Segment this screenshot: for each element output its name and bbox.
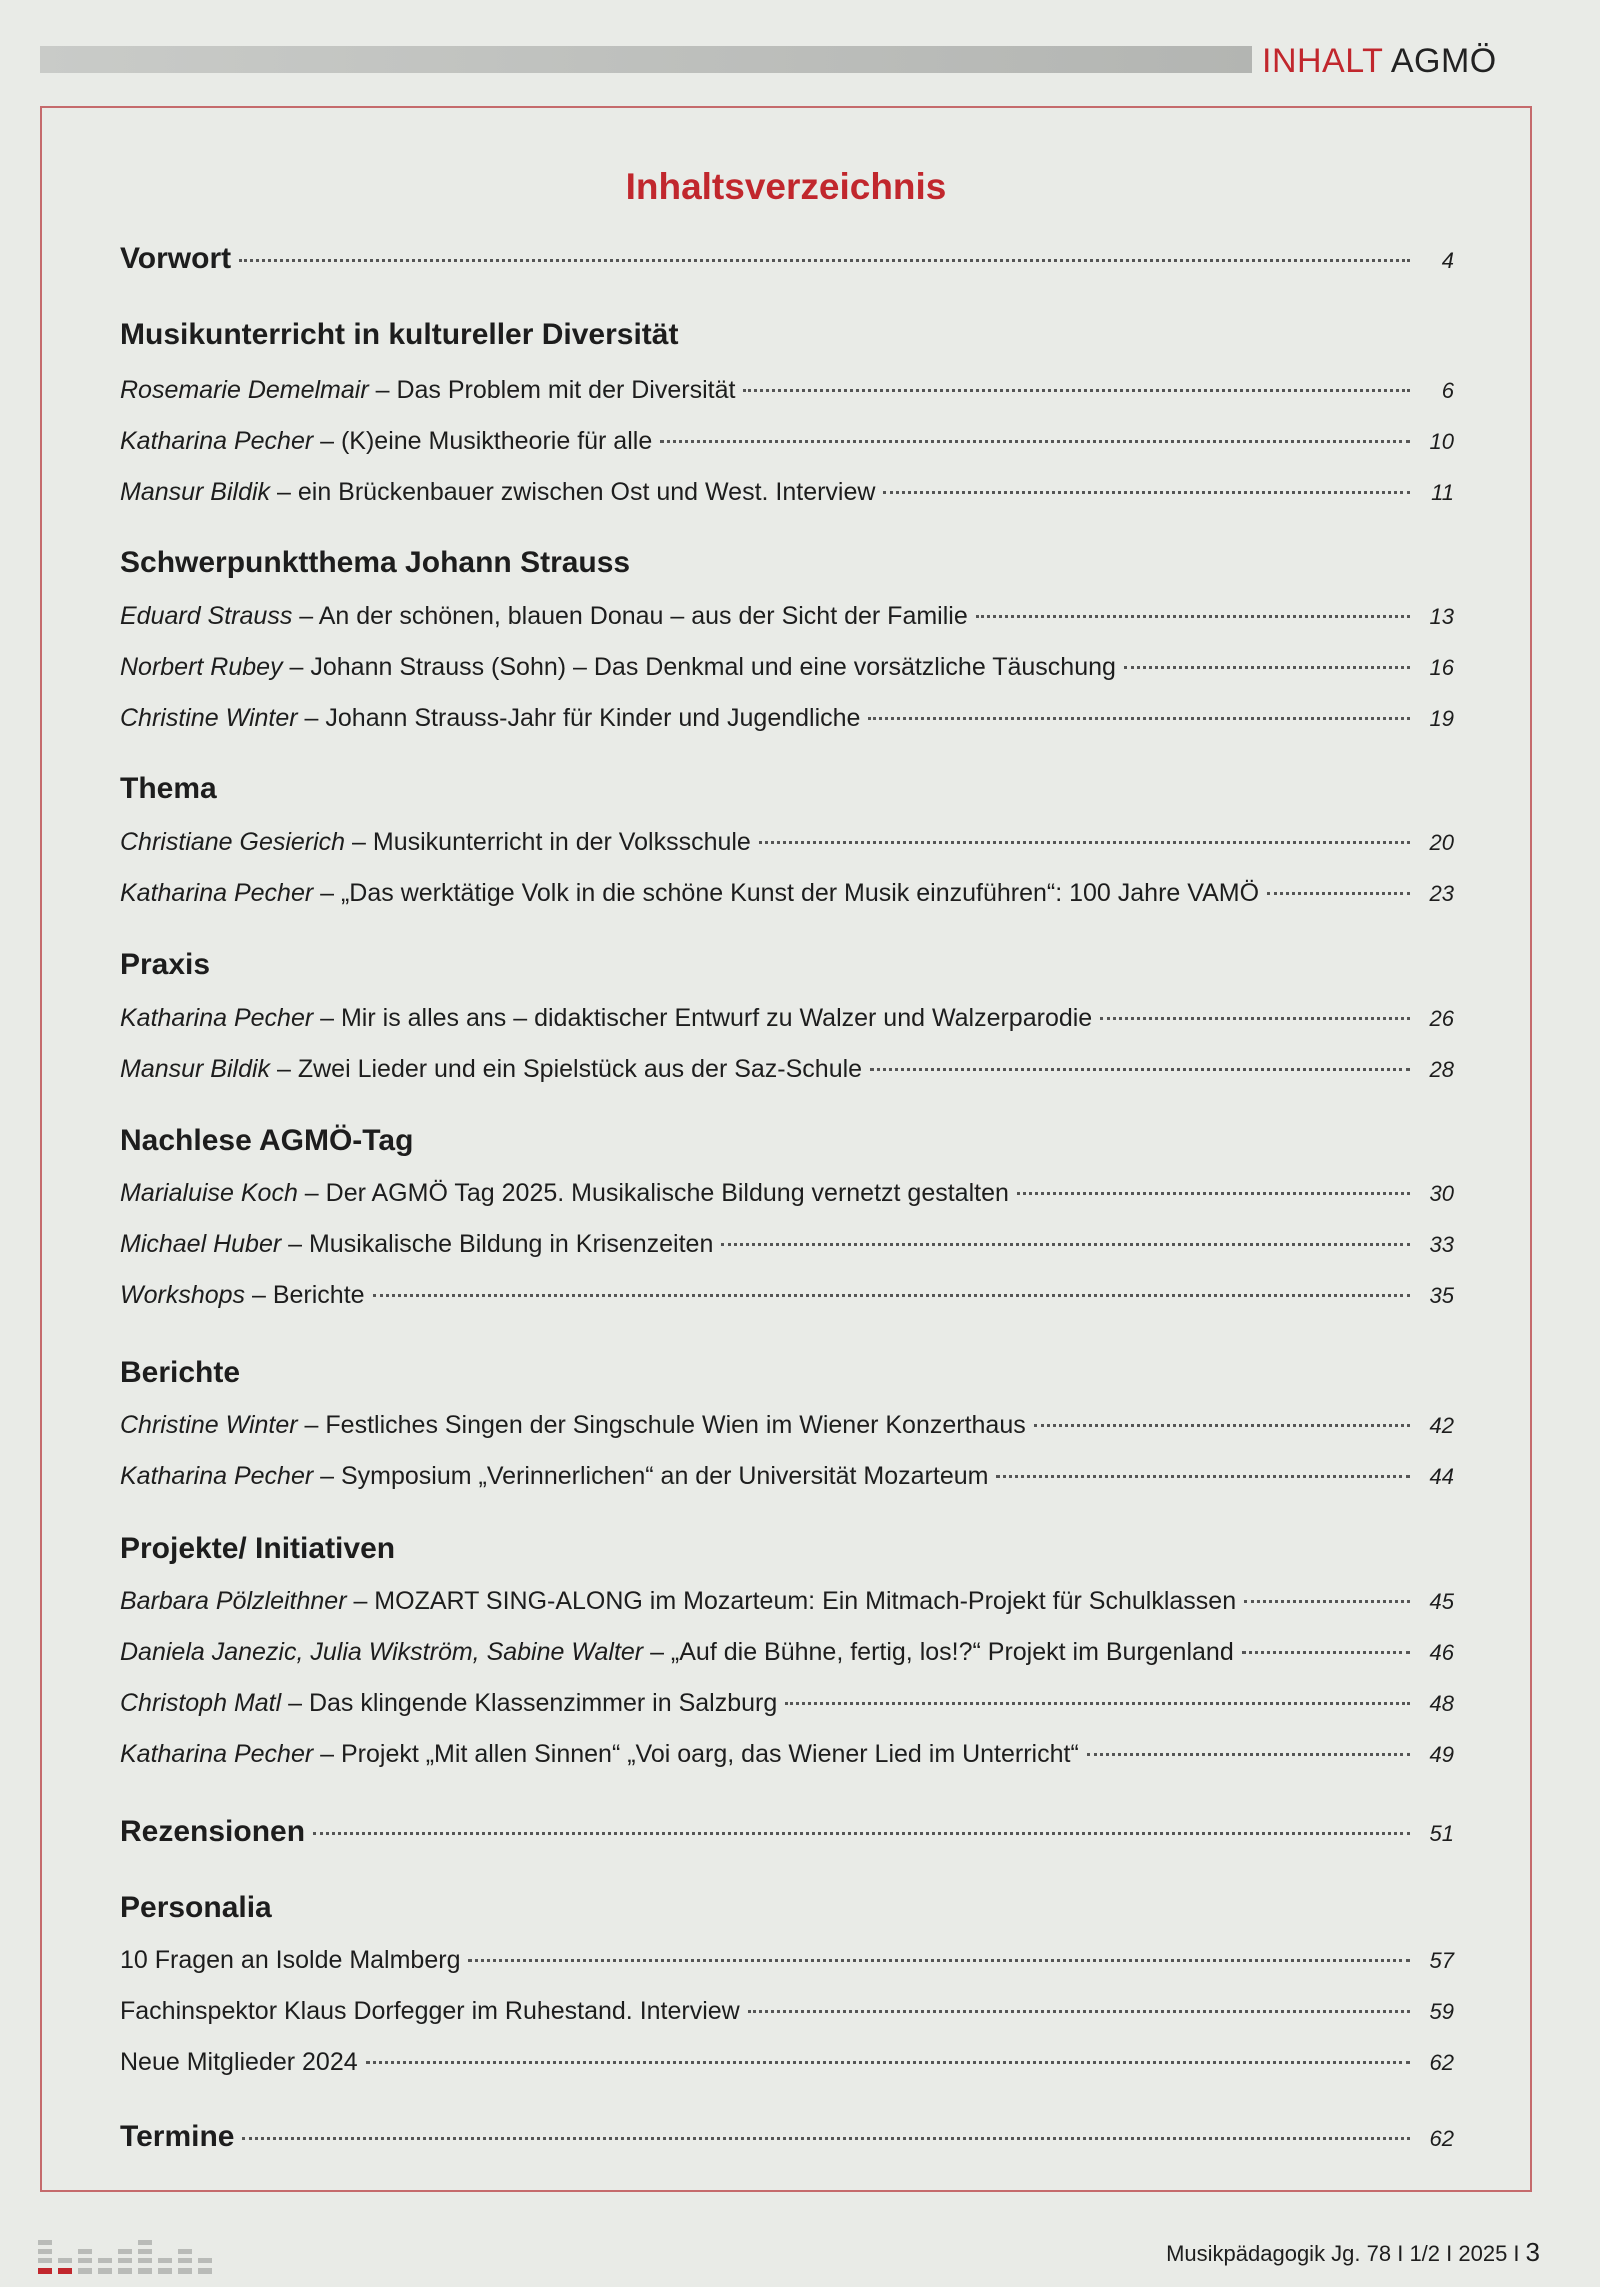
page-number: 51 — [1429, 1821, 1454, 1846]
entry-author: Michael Huber — [120, 1230, 282, 1258]
toc-entry[interactable] — [120, 602, 1454, 642]
leader-dots — [1124, 666, 1410, 669]
entry-title: – MOZART SING-ALONG im Mozarteum: Ein Mitmach-Projekt für Schulklassen — [346, 1587, 1237, 1615]
entry-title: – An der schönen, blauen Donau – aus der Sicht der Familie — [292, 602, 968, 630]
toc-entry[interactable] — [120, 1946, 1454, 1986]
toc-entry[interactable] — [120, 2048, 1454, 2088]
leader-dots — [870, 1068, 1410, 1071]
leader-dots — [1087, 1753, 1410, 1756]
entry-author: Eduard Strauss — [120, 602, 293, 630]
page-number: 57 — [1429, 1948, 1454, 1973]
entry-author: Daniela Janezic, Julia Wikström, Sabine Walter — [120, 1638, 644, 1666]
toc-entry[interactable] — [120, 1055, 1454, 1095]
entry-title: Rezensionen — [120, 1815, 306, 1848]
entry-title: – Mir is alles ans – didaktischer Entwurf zu Walzer und Walzerparodie — [313, 1004, 1093, 1032]
publisher-logo-icon — [36, 2238, 226, 2278]
page-number: 42 — [1429, 1413, 1454, 1438]
toc-entry[interactable] — [120, 1462, 1454, 1502]
footer-page-number: 3 — [1525, 2237, 1540, 2267]
entry-title: – Johann Strauss-Jahr für Kinder und Jugendliche — [297, 704, 861, 732]
page-number: 13 — [1429, 604, 1454, 629]
page-number: 33 — [1429, 1232, 1454, 1257]
leader-dots — [743, 389, 1410, 392]
entry-title: – „Das werktätige Volk in die schöne Kunst der Musik einzuführen“: 100 Jahre VAMÖ — [313, 879, 1260, 907]
entry-title: – „Auf die Bühne, fertig, los!?“ Projekt im Burgenland — [643, 1638, 1234, 1666]
entry-title: – Festliches Singen der Singschule Wien im Wiener Konzerthaus — [297, 1411, 1026, 1439]
page-number: 30 — [1429, 1181, 1454, 1206]
leader-dots — [468, 1959, 1410, 1962]
entry-title: Neue Mitglieder 2024 — [120, 2048, 358, 2076]
entry-title: – Musikalische Bildung in Krisenzeiten — [281, 1230, 714, 1258]
page-number: 28 — [1429, 1057, 1454, 1082]
entry-title: – Der AGMÖ Tag 2025. Musikalische Bildung vernetzt gestalten — [297, 1179, 1009, 1207]
page-number: 4 — [1441, 248, 1454, 273]
toc-entry[interactable] — [120, 828, 1454, 868]
page-number: 46 — [1429, 1640, 1454, 1665]
toc-entry[interactable] — [120, 1587, 1454, 1627]
page-number: 59 — [1429, 1999, 1454, 2024]
section-heading: Personalia — [120, 1891, 272, 1924]
entry-author: Christine Winter — [120, 704, 298, 732]
toc-entry[interactable] — [120, 478, 1454, 518]
page-number: 62 — [1429, 2126, 1454, 2151]
page-number: 48 — [1429, 1691, 1454, 1716]
entry-author: Workshops — [120, 1281, 246, 1309]
leader-dots — [721, 1243, 1410, 1246]
page-number: 23 — [1429, 881, 1454, 906]
leader-dots — [759, 841, 1410, 844]
entry-author: Christiane Gesierich — [120, 828, 346, 856]
entry-author: Katharina Pecher — [120, 427, 314, 455]
page-number: 26 — [1429, 1006, 1454, 1031]
entry-author: Norbert Rubey — [120, 653, 283, 681]
leader-dots — [1034, 1424, 1410, 1427]
toc-entry-rezensionen[interactable] — [120, 1815, 1454, 1855]
toc-entry[interactable] — [120, 427, 1454, 467]
entry-title: Termine — [120, 2120, 235, 2153]
journal-info: Musikpädagogik Jg. 78 I 1/2 I 2025 I — [1166, 2241, 1520, 2266]
toc-entry[interactable] — [120, 1638, 1454, 1678]
section-heading: Praxis — [120, 948, 211, 981]
leader-dots — [785, 1702, 1410, 1705]
entry-author: Christine Winter — [120, 1411, 298, 1439]
toc-entry[interactable] — [120, 653, 1454, 693]
leader-dots — [242, 2137, 1410, 2140]
toc-frame — [40, 106, 1532, 2192]
entry-title: – Symposium „Verinnerlichen“ an der Universität Mozarteum — [313, 1462, 989, 1490]
leader-dots — [1244, 1600, 1410, 1603]
entry-author: Mansur Bildik — [120, 478, 271, 506]
leader-dots — [1267, 892, 1410, 895]
toc-entry[interactable] — [120, 1230, 1454, 1270]
leader-dots — [1100, 1017, 1410, 1020]
toc-entry[interactable] — [120, 1004, 1454, 1044]
entry-title: – Musikunterricht in der Volksschule — [345, 828, 751, 856]
page-number: 49 — [1429, 1742, 1454, 1767]
header-bar — [40, 46, 1252, 73]
entry-title: – Das klingende Klassenzimmer in Salzburg — [281, 1689, 778, 1717]
header-accent: INHALT — [1262, 42, 1383, 80]
leader-dots — [883, 491, 1410, 494]
toc-entry[interactable] — [120, 1689, 1454, 1729]
page-number: 45 — [1429, 1589, 1454, 1614]
entry-title: – ein Brückenbauer zwischen Ost und West. Interview — [270, 478, 876, 506]
toc-entry[interactable] — [120, 704, 1454, 744]
toc-entry-vorwort[interactable] — [120, 242, 1454, 282]
entry-author: Katharina Pecher — [120, 1740, 314, 1768]
leader-dots — [373, 1294, 1410, 1297]
entry-title: – Berichte — [245, 1281, 365, 1309]
entry-author: Katharina Pecher — [120, 879, 314, 907]
entry-author: Mansur Bildik — [120, 1055, 271, 1083]
leader-dots — [976, 615, 1410, 618]
page-number: 6 — [1441, 378, 1454, 403]
toc-entry[interactable] — [120, 1997, 1454, 2037]
section-heading: Nachlese AGMÖ-Tag — [120, 1124, 414, 1157]
leader-dots — [660, 440, 1410, 443]
entry-author: Rosemarie Demelmair — [120, 376, 369, 404]
toc-entry[interactable] — [120, 879, 1454, 919]
leader-dots — [1017, 1192, 1410, 1195]
leader-dots — [366, 2061, 1410, 2064]
leader-dots — [748, 2010, 1410, 2013]
entry-title: – Das Problem mit der Diversität — [368, 376, 736, 404]
entry-author: Marialuise Koch — [120, 1179, 298, 1207]
section-heading: Berichte — [120, 1356, 241, 1389]
entry-title: – (K)eine Musiktheorie für alle — [313, 427, 653, 455]
section-heading: Projekte/ Initiativen — [120, 1532, 396, 1565]
entry-title: – Projekt „Mit allen Sinnen“ „Voi oarg, das Wiener Lied im Unterricht“ — [313, 1740, 1079, 1768]
page-title: Inhaltsverzeichnis — [625, 166, 947, 207]
entry-author: Barbara Pölzleithner — [120, 1587, 347, 1615]
page-number: 11 — [1431, 480, 1454, 505]
section-heading: Schwerpunktthema Johann Strauss — [120, 546, 631, 579]
leader-dots — [239, 259, 1410, 262]
page-number: 19 — [1429, 706, 1454, 731]
toc-entry-termine[interactable] — [120, 2120, 1454, 2160]
toc-entry[interactable] — [120, 1179, 1454, 1219]
page-number: 44 — [1429, 1464, 1454, 1489]
toc-entry[interactable] — [120, 1740, 1454, 1780]
section-heading: Musikunterricht in kultureller Diversität — [120, 318, 679, 351]
entry-title: 10 Fragen an Isolde Malmberg — [120, 1946, 461, 1974]
page-number: 10 — [1429, 429, 1454, 454]
toc-entry[interactable] — [120, 376, 1454, 416]
toc-entry[interactable] — [120, 1281, 1454, 1321]
section-header — [1262, 42, 1497, 81]
leader-dots — [868, 717, 1410, 720]
page-number: 35 — [1429, 1283, 1454, 1308]
leader-dots — [996, 1475, 1410, 1478]
page-number: 20 — [1429, 830, 1454, 855]
entry-title: Fachinspektor Klaus Dorfegger im Ruhestand. Interview — [120, 1997, 740, 2025]
leader-dots — [313, 1832, 1410, 1835]
entry-author: Katharina Pecher — [120, 1004, 314, 1032]
section-heading: Thema — [120, 772, 217, 805]
entry-title: – Zwei Lieder und ein Spielstück aus der Saz-Schule — [270, 1055, 863, 1083]
header-rest: AGMÖ — [1390, 42, 1497, 80]
page-footer — [1166, 2237, 1540, 2268]
toc-entry[interactable] — [120, 1411, 1454, 1451]
entry-title: Vorwort — [120, 242, 232, 275]
entry-author: Christoph Matl — [120, 1689, 282, 1717]
page-number: 16 — [1429, 655, 1454, 680]
page-number: 62 — [1429, 2050, 1454, 2075]
entry-author: Katharina Pecher — [120, 1462, 314, 1490]
entry-title: – Johann Strauss (Sohn) – Das Denkmal und eine vorsätzliche Täuschung — [282, 653, 1116, 681]
leader-dots — [1242, 1651, 1410, 1654]
